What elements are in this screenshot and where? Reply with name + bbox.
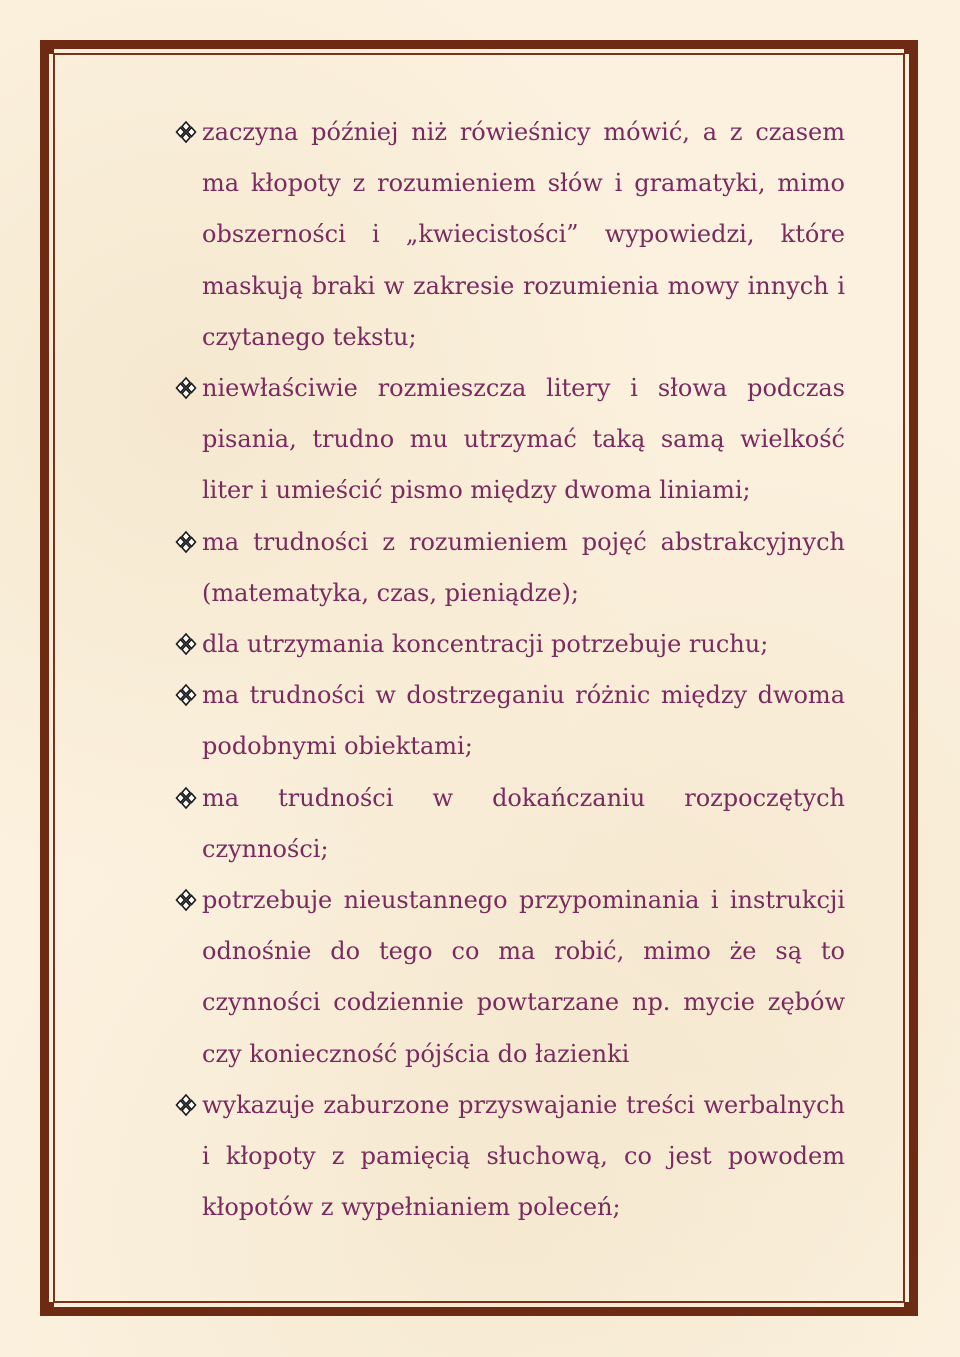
- list-item-text: wykazuje zaburzone przyswajanie treści werbalnych i kłopoty z pamięcią słuchową, co jest powodem kłopotów z wypełnianiem poleceń;: [202, 1090, 845, 1222]
- four-diamond-bullet-icon: [175, 888, 197, 912]
- border-corner-top-left: [40, 40, 54, 54]
- list-item: [175, 517, 845, 619]
- four-diamond-bullet-icon: [175, 1093, 197, 1117]
- list-item: [175, 363, 845, 517]
- four-diamond-bullet-icon: [175, 632, 197, 656]
- list-item-text: niewłaściwie rozmieszcza litery i słowa podczas pisania, trudno mu utrzymać taką samą wielkość liter i umieścić pismo między dwoma liniami;: [202, 374, 845, 505]
- list-item: [175, 670, 845, 772]
- list-item-text: ma trudności z rozumieniem pojęć abstrakcyjnych (matematyka, czas, pieniądze);: [202, 527, 845, 607]
- four-diamond-bullet-icon: [175, 683, 197, 707]
- four-diamond-bullet-icon: [175, 530, 197, 554]
- symptom-list: [175, 107, 845, 1233]
- list-item: [175, 619, 845, 670]
- list-item-text: ma trudności w dostrzeganiu różnic między dwoma podobnymi obiektami;: [202, 681, 845, 761]
- list-item: [175, 875, 845, 1080]
- list-item: [175, 1080, 845, 1234]
- list-item: [175, 107, 845, 363]
- border-corner-top-right: [904, 40, 918, 54]
- four-diamond-bullet-icon: [175, 786, 197, 810]
- border-corner-bottom-left: [40, 1302, 54, 1316]
- four-diamond-bullet-icon: [175, 120, 197, 144]
- four-diamond-bullet-icon: [175, 376, 197, 400]
- border-corner-bottom-right: [904, 1302, 918, 1316]
- list-item-text: ma trudności w dokańczaniu rozpoczętych czynności;: [202, 783, 845, 863]
- list-item-text: potrzebuje nieustannego przypominania i instrukcji odnośnie do tego co ma robić, mimo że są to czynności codziennie powtarzane np. mycie zębów czy konieczność pójścia do łazienki: [202, 886, 845, 1068]
- list-item: [175, 773, 845, 875]
- list-item-text: dla utrzymania koncentracji potrzebuje ruchu;: [202, 630, 769, 659]
- list-item-text: zaczyna później niż rówieśnicy mówić, a z czasem ma kłopoty z rozumieniem słów i gramatyki, mimo obszerności i „kwiecistości” wypowiedzi, które maskują braki w zakresie rozumienia mowy innych i czytanego tekstu;: [202, 118, 845, 351]
